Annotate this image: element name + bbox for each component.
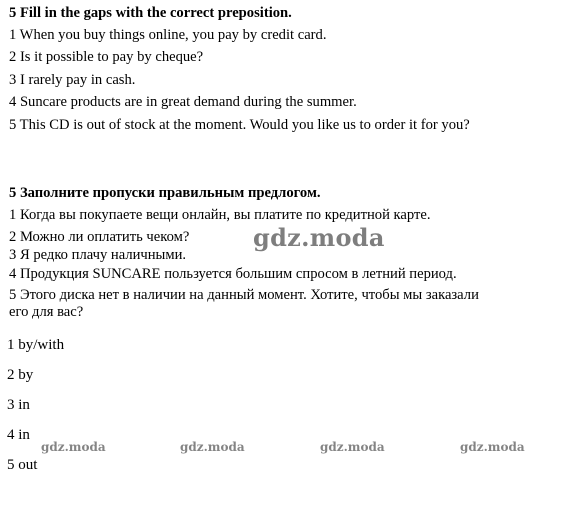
english-item-3: 3 I rarely pay in cash. — [9, 72, 136, 88]
watermark-footer-3: gdz.moda — [320, 440, 385, 454]
answer-3: 3 in — [7, 397, 30, 413]
english-item-1: 1 When you buy things online, you pay by credit card. — [9, 27, 327, 43]
answer-4: 4 in — [7, 427, 30, 443]
english-item-2: 2 Is it possible to pay by cheque? — [9, 49, 204, 65]
english-item-5: 5 This CD is out of stock at the moment. Would you like us to order it for you? — [9, 117, 470, 133]
watermark-footer-4: gdz.moda — [460, 440, 525, 454]
russian-item-2: 2 Можно ли оплатить чеком? — [9, 229, 190, 245]
russian-item-5: 5 Этого диска нет в наличии на данный момент. Хотите, чтобы мы заказали — [9, 287, 479, 303]
answer-1: 1 by/with — [7, 337, 65, 353]
answer-5: 5 out — [7, 457, 38, 473]
watermark-main: gdz.moda — [253, 223, 385, 252]
russian-item-1: 1 Когда вы покупаете вещи онлайн, вы платите по кредитной карте. — [9, 207, 431, 223]
russian-item-5-continuation: его для вас? — [9, 304, 84, 320]
english-exercise-title: 5 Fill in the gaps with the correct preposition. — [9, 5, 292, 21]
russian-exercise-title: 5 Заполните пропуски правильным предлогом. — [9, 185, 321, 201]
english-item-4: 4 Suncare products are in great demand during the summer. — [9, 94, 357, 110]
answer-2: 2 by — [7, 367, 34, 383]
russian-item-4: 4 Продукция SUNCARE пользуется большим спросом в летний период. — [9, 266, 457, 282]
watermark-footer-1: gdz.moda — [41, 440, 106, 454]
watermark-footer-2: gdz.moda — [180, 440, 245, 454]
russian-item-3: 3 Я редко плачу наличными. — [9, 247, 187, 263]
